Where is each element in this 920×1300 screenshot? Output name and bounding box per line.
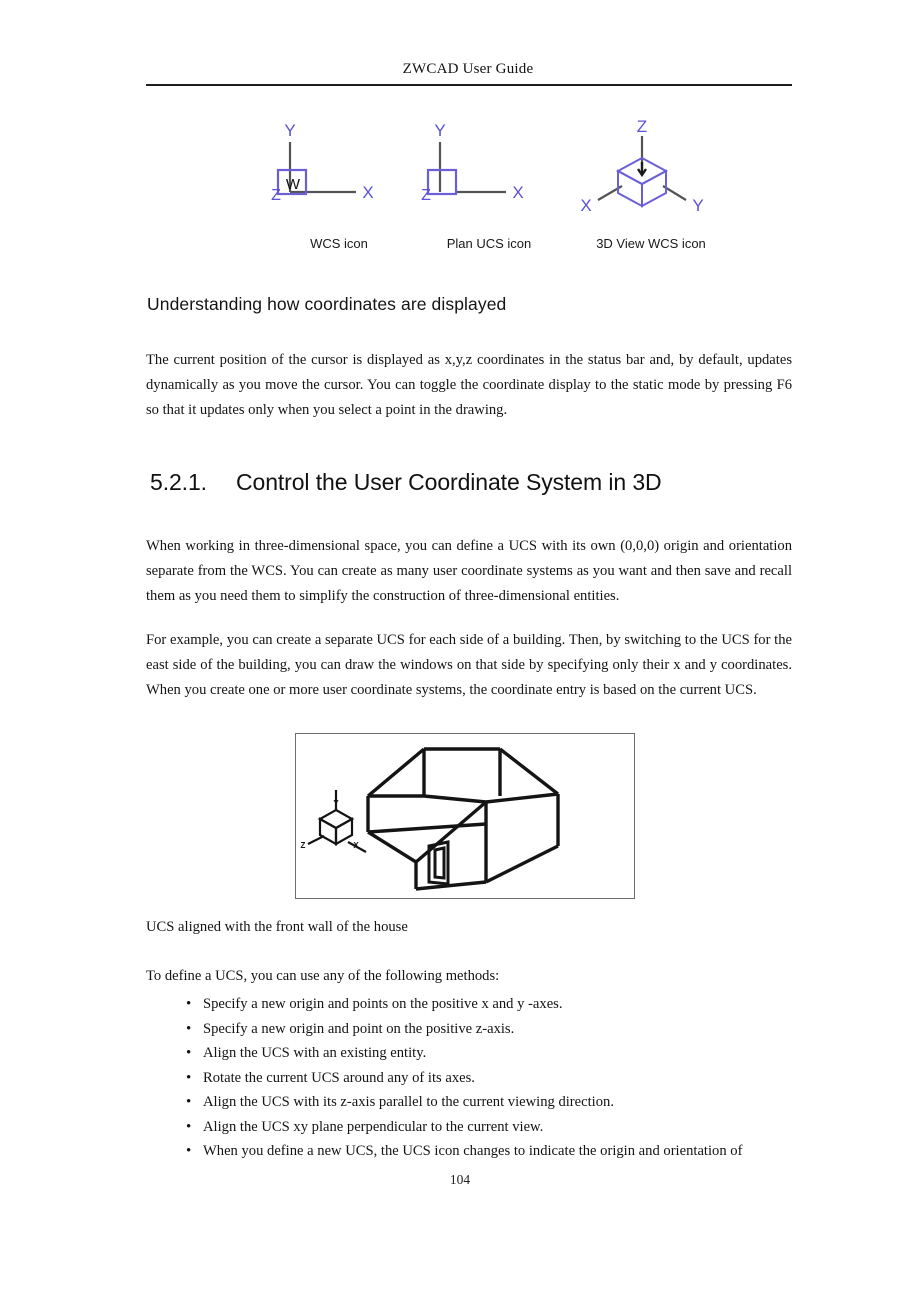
bullet-icon: •	[186, 1143, 192, 1159]
paragraph-define-ucs: When working in three-dimensional space, you can define a UCS with its own (0,0,0) origin and orientation separate from the WCS. You can create as many user coordinate systems as you want and then save and recall them as you need them to simplify the construction of three-dimensional entities.	[146, 538, 792, 604]
list-item-label: When you define a new UCS, the UCS icon changes to indicate the origin and orientation of	[203, 1143, 743, 1159]
list-item	[146, 1017, 796, 1042]
ucs-methods-list	[146, 992, 796, 1164]
list-item-label: Rotate the current UCS around any of its axes.	[203, 1069, 475, 1086]
house-ucs-figure	[295, 733, 635, 899]
svg-text:Y: Y	[333, 799, 339, 808]
header-divider	[146, 84, 792, 86]
header-title: ZWCAD User Guide	[402, 61, 534, 77]
svg-text:Y: Y	[692, 196, 704, 215]
svg-text:Y: Y	[284, 121, 296, 140]
list-item-label: Specify a new origin and points on the positive x and y -axes.	[203, 996, 563, 1012]
list-item	[146, 1115, 796, 1140]
3d-view-wcs-icon-caption: 3D View WCS icon	[596, 236, 706, 251]
list-lead-in: To define a UCS, you can use any of the following methods:	[146, 968, 500, 984]
bullet-icon: •	[186, 1094, 192, 1110]
bullet-icon: •	[186, 1045, 192, 1061]
list-item	[146, 1090, 796, 1115]
3d-view-wcs-icon-cell	[556, 118, 746, 268]
list-item	[146, 1139, 796, 1164]
svg-text:Z: Z	[271, 187, 281, 204]
list-item-label: Align the UCS with its z-axis parallel to the current viewing direction.	[203, 1094, 614, 1110]
section-title: Control the User Coordinate System in 3D	[236, 469, 662, 495]
svg-text:Z: Z	[636, 118, 648, 136]
wcs-icon-caption: WCS icon	[310, 236, 368, 251]
list-item-label: Specify a new origin and point on the positive z-axis.	[203, 1020, 515, 1037]
list-item	[146, 992, 796, 1017]
svg-text:X: X	[362, 183, 374, 202]
section-number: 5.2.1.	[150, 469, 207, 495]
svg-text:Z: Z	[421, 187, 431, 204]
ucs-icons-figure	[146, 118, 792, 268]
bullet-icon: •	[186, 1118, 192, 1135]
page-number: 104	[449, 1172, 471, 1187]
svg-text:Y: Y	[434, 121, 446, 140]
3d-view-wcs-icon	[556, 118, 746, 226]
svg-text:Z: Z	[300, 841, 306, 850]
svg-text:W: W	[285, 176, 301, 193]
svg-text:X: X	[512, 183, 524, 202]
bullet-icon: •	[186, 1069, 192, 1086]
bullet-icon: •	[186, 996, 192, 1012]
section-heading	[150, 469, 796, 496]
list-item	[146, 1041, 796, 1066]
svg-text:X: X	[580, 196, 592, 215]
plan-ucs-icon-caption: Plan UCS icon	[446, 236, 532, 251]
subheading-coordinates-displayed: Understanding how coordinates are displayed	[147, 294, 507, 314]
svg-text:X: X	[353, 841, 359, 850]
paragraph-building-example: For example, you can create a separate UCS for each side of a building. Then, by switching to the UCS for the east side of the building, you can draw the windows on that side by specifying only their x and y coordinates. When you create one or more user coordinate systems, the coordinate entry is based on the current UCS.	[146, 632, 792, 698]
paragraph-cursor-position: The current position of the cursor is displayed as x,y,z coordinates in the status bar and, by default, updates dynamically as you move the cursor. You can toggle the coordinate display to the static mode by pressing F6 so that it updates only when you select a point in the drawing.	[146, 352, 792, 418]
page-header	[146, 60, 790, 78]
bullet-icon: •	[186, 1020, 192, 1037]
list-item-label: Align the UCS xy plane perpendicular to the current view.	[203, 1118, 544, 1135]
list-item	[146, 1066, 796, 1091]
list-item-label: Align the UCS with an existing entity.	[203, 1045, 427, 1061]
house-figure-caption: UCS aligned with the front wall of the house	[146, 919, 408, 935]
